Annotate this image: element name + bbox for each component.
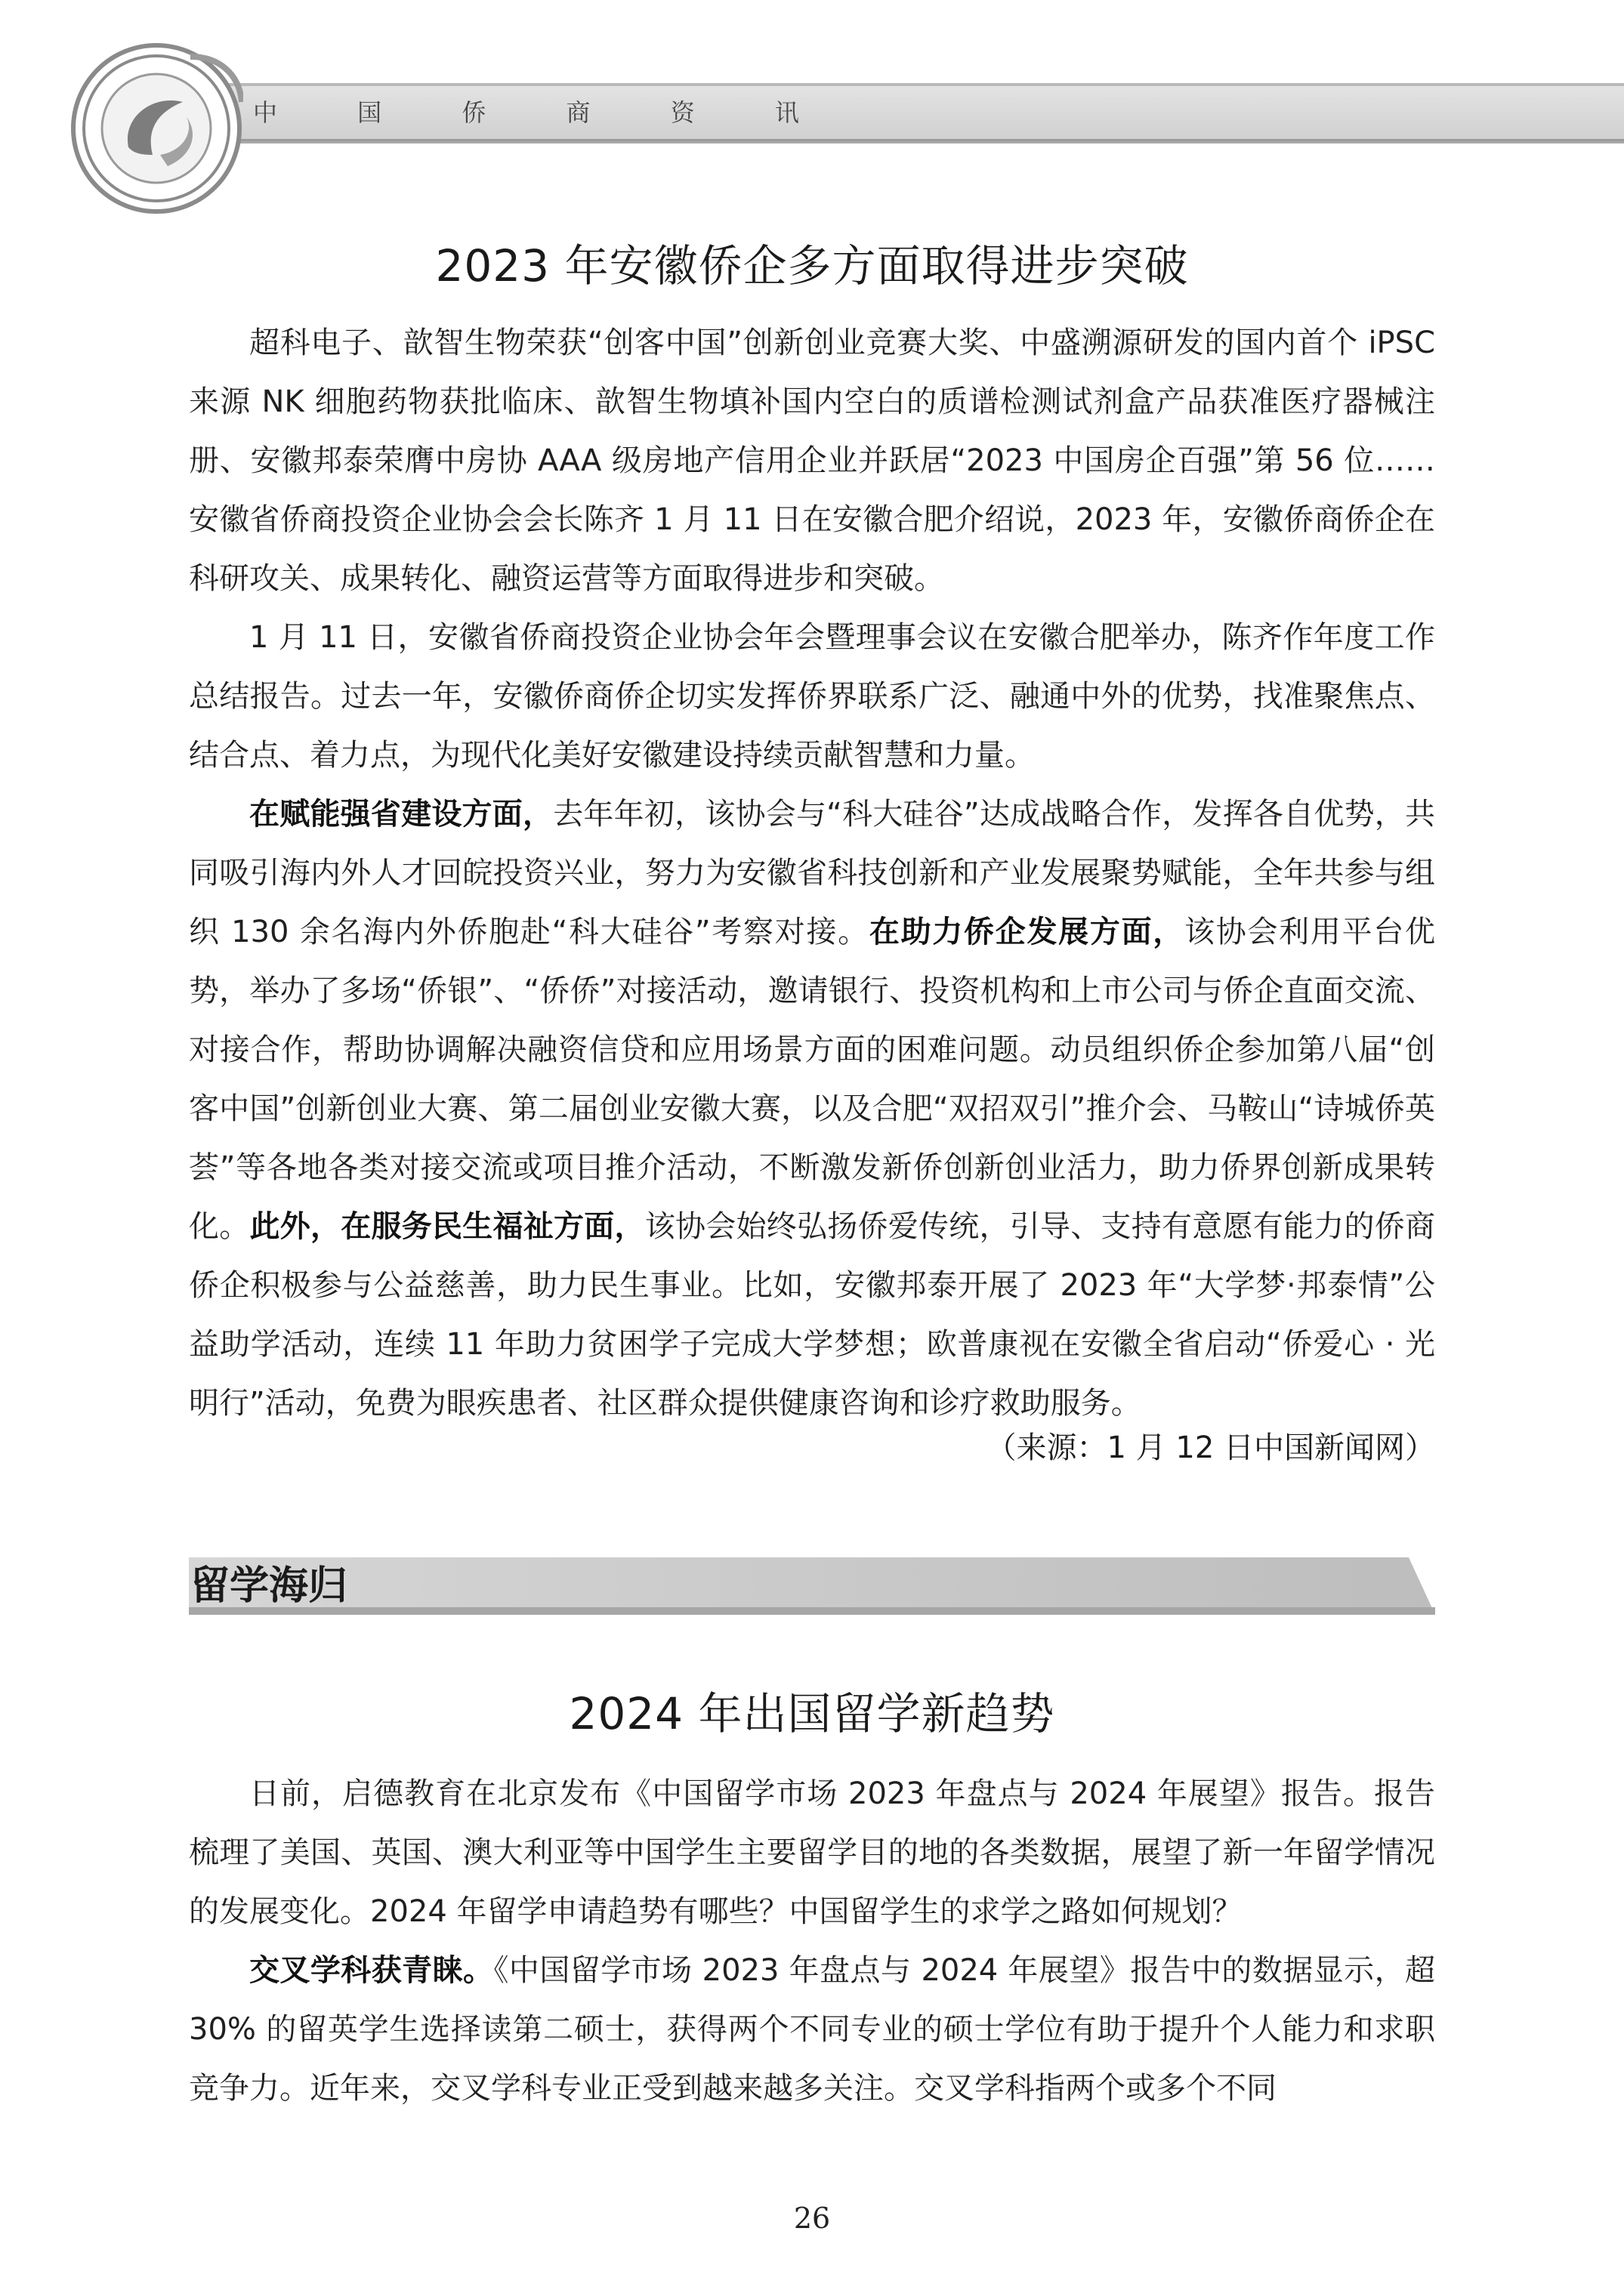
article1-paragraph-3 <box>189 785 1435 1433</box>
page-number: 26 <box>793 2202 831 2235</box>
article1-source: （来源：1 月 12 日中国新闻网） <box>986 1430 1435 1465</box>
logo-core <box>102 74 211 183</box>
header-title: 中 国 侨 商 资 讯 <box>253 98 835 127</box>
logo <box>69 42 243 215</box>
header-band-top-line <box>113 83 1624 86</box>
header-swoosh-line <box>113 139 1624 194</box>
article2-paragraph-1: 日前，启德教育在北京发布《中国留学市场 2023 年盘点与 2024 年展望》报告。报告梳理了美国、英国、澳大利亚等中国学生主要留学目的地的各类数据，展望了新一年留学情况的发展变化。2024 年留学申请趋势有哪些？中国留学生的求学之路如何规划？ <box>189 1776 1435 1929</box>
article1-subhead-3: 此外，在服务民生福祉方面， <box>249 1209 645 1244</box>
article1-paragraph-2: 1 月 11 日，安徽省侨商投资企业协会年会暨理事会议在安徽合肥举办，陈齐作年度工作总结报告。过去一年，安徽侨商侨企切实发挥侨界联系广泛、融通中外的优势，找准聚焦点、结合点、着力点，为现代化美好安徽建设持续贡献智慧和力量。 <box>189 620 1435 773</box>
article1-subhead-2: 在助力侨企发展方面， <box>869 915 1185 949</box>
article1-paragraph-1: 超科电子、歆智生物荣获“创客中国”创新创业竞赛大奖、中盛溯源研发的国内首个 iPSC 来源 NK 细胞药物获批临床、歆智生物填补国内空白的质谱检测试剂盒产品获准医疗器械注册、安徽邦泰荣膺中房协 AAA 级房地产信用企业并跃居“2023 中国房企百强”第 56 位……安徽省侨商投资企业协会会长陈齐 1 月 11 日在安徽合肥介绍说，2023 年，安徽侨商侨企在科研攻关、成果转化、融资运营等方面取得进步和突破。 <box>189 326 1435 596</box>
article2-subhead: 交叉学科获青睐。 <box>249 1953 494 1988</box>
section-tab-background <box>189 1557 1435 1615</box>
article1-p3-text-1: 去年年初，该协会与“科大硅谷”达成战略合作，发挥各自优势，共同吸引海内外人才回皖投资兴业，努力为安徽省科技创新和产业发展聚势赋能，全年共参与组织 130 余名海内外侨胞赴“科大硅谷”考察对接。 <box>189 797 1436 949</box>
section-tab-shade <box>189 1607 1435 1615</box>
article1-subhead-1: 在赋能强省建设方面， <box>249 797 554 832</box>
article1-title: 2023 年安徽侨企多方面取得进步突破 <box>435 240 1189 292</box>
article2-title: 2024 年出国留学新趋势 <box>569 1688 1055 1739</box>
article1-p3-text-2: 该协会利用平台优势，举办了多场“侨银”、“侨侨”对接活动，邀请银行、投资机构和上市公司与侨企直面交流、对接合作，帮助协调解决融资信贷和应用场景方面的困难问题。动员组织侨企参加第八届“创客中国”创新创业大赛、第二届创业安徽大赛，以及合肥“双招双引”推介会、马鞍山“诗城侨英荟”等各地各类对接交流或项目推介活动，不断激发新侨创新创业活力，助力侨界创新成果转化。 <box>189 915 1435 1244</box>
article2-p2-text: 《中国留学市场 2023 年盘点与 2024 年展望》报告中的数据显示，超 30% 的留英学生选择读第二硕士，获得两个不同专业的硕士学位有助于提升个人能力和求职竞争力。近年来，交叉学科专业正受到越来越多关注。交叉学科指两个或多个不同 <box>189 1953 1436 2106</box>
article1-p3-text-3: 该协会始终弘扬侨爱传统，引导、支持有意愿有能力的侨商侨企积极参与公益慈善，助力民生事业。比如，安徽邦泰开展了 2023 年“大学梦·邦泰情”公益助学活动，连续 11 年助力贫困学子完成大学梦想；欧普康视在安徽全省启动“侨爱心 · 光明行”活动，免费为眼疾患者、社区群众提供健康咨询和诊疗救助服务。 <box>189 1209 1435 1421</box>
article2-paragraph-2 <box>189 1941 1435 2118</box>
section-label: 留学海归 <box>190 1563 348 1609</box>
